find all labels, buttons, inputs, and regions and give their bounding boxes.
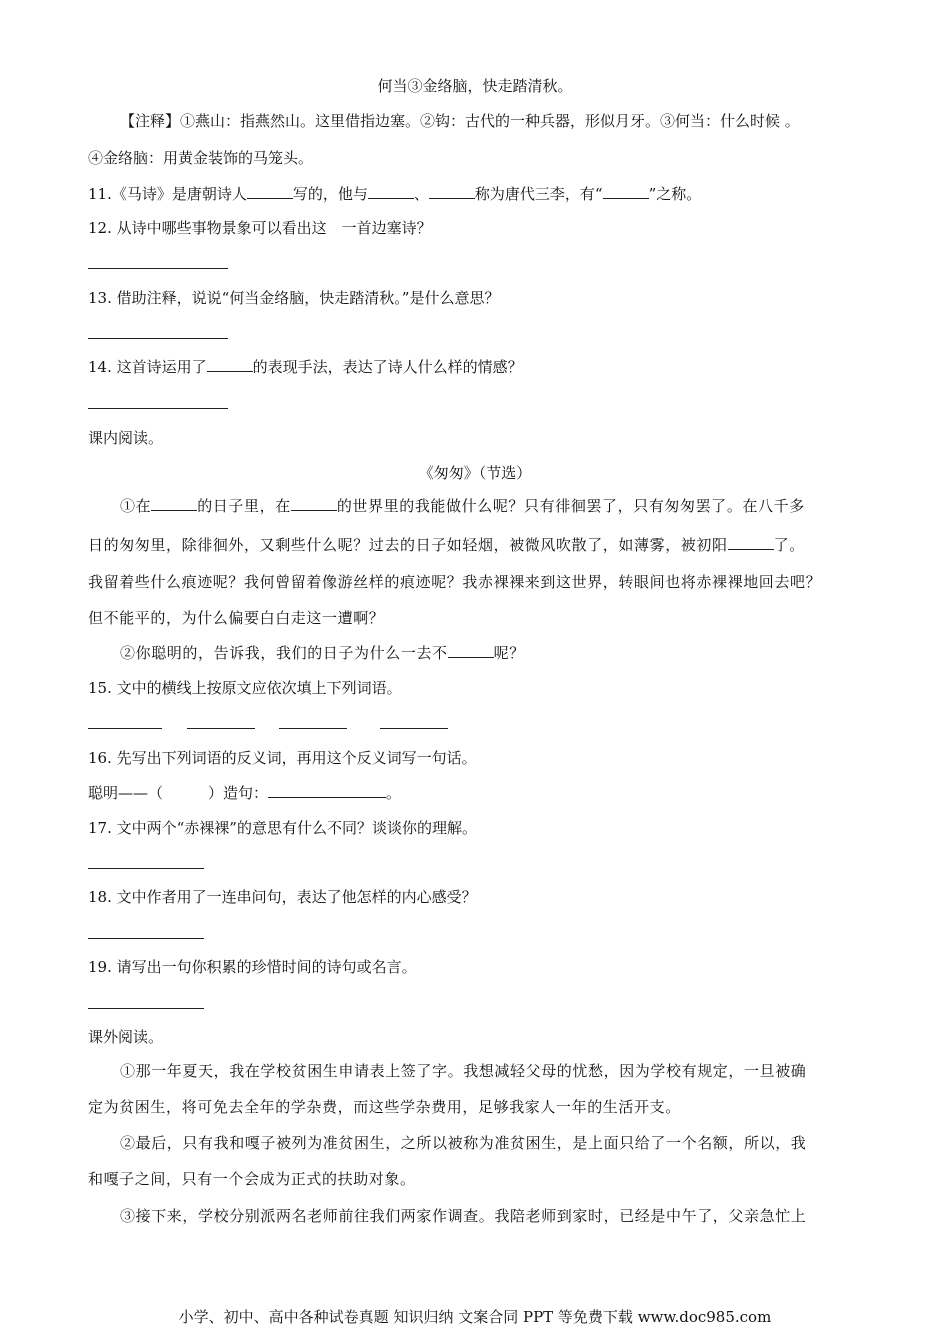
answer-line-17[interactable] (88, 868, 204, 869)
answer-line-15-1[interactable] (88, 728, 162, 729)
q16-sentence-blank[interactable] (268, 783, 386, 798)
q14-part-b: 的表现手法，表达了诗人什么样的情感？ (252, 358, 523, 376)
q11-part-d: 称为唐代三李，有“ (474, 185, 603, 203)
q16-line-b: 。 (386, 784, 402, 802)
q11-blank-title[interactable] (603, 184, 649, 199)
passage-blank-2[interactable] (291, 496, 337, 511)
q11-part-c: 、 (413, 185, 429, 203)
passage-blank-4[interactable] (448, 643, 494, 658)
p2-a: ②你聪明的，告诉我，我们的日子为什么一去不 (120, 644, 448, 662)
q16-line-a: 聪明——（ ）造句： (88, 784, 269, 802)
poem-notes-2: ④金络脑：用黄金装饰的马笼头。 (88, 149, 314, 167)
extra-p2-line2: 和嘎子之间，只有一个会成为正式的扶助对象。 (88, 1170, 416, 1188)
question-19: 19. 请写出一句你积累的珍惜时间的诗句或名言。 (88, 958, 417, 976)
passage-p1-line2 (88, 535, 862, 555)
passage-p1-line1 (120, 496, 862, 516)
passage-p1-line4: 但不能平的，为什么偏要白白走这一遭啊？ (88, 609, 385, 627)
question-17: 17. 文中两个“赤裸裸”的意思有什么不同？谈谈你的理解。 (88, 819, 477, 837)
passage-blank-1[interactable] (151, 496, 197, 511)
answer-line-13[interactable] (88, 338, 228, 339)
answer-line-18[interactable] (88, 938, 204, 939)
question-12: 12. 从诗中哪些事物景象可以看出这 一首边塞诗？ (88, 219, 432, 237)
question-15: 15. 文中的横线上按原文应依次填上下列词语。 (88, 679, 402, 697)
extra-p1-line1: ①那一年夏天，我在学校贫困生申请表上签了字。我想减轻父母的忧愁，因为学校有规定，一旦被确 (120, 1062, 807, 1080)
extra-p2-line1: ②最后，只有我和嘎子被列为准贫困生，之所以被称为准贫困生，是上面只给了一个名额，所以，我 (120, 1134, 807, 1152)
question-14 (88, 357, 862, 377)
q14-part-a: 14. 这首诗运用了 (88, 358, 207, 376)
passage-title: 《匆匆》（节选） (418, 464, 532, 482)
question-16: 16. 先写出下列词语的反义词，再用这个反义词写一句话。 (88, 749, 477, 767)
poem-notes-1: 【注释】①燕山：指燕然山。这里借指边塞。②钩：古代的一种兵器，形似月牙。③何当：什么时候 。 (120, 112, 800, 130)
passage-p1-line3: 我留着些什么痕迹呢？我何曾留着像游丝样的痕迹呢？我赤裸裸来到这世界，转眼间也将赤裸裸地回去吧？ (88, 573, 822, 591)
q11-blank-li-1[interactable] (368, 184, 414, 199)
page-footer: 小学、初中、高中各种试卷真题 知识归纳 文案合同 PPT 等免费下载 www.doc985.com (178, 1308, 772, 1326)
question-11 (88, 184, 862, 204)
q11-part-e: ”之称。 (648, 185, 702, 203)
section-extra: 课外阅读。 (88, 1028, 164, 1046)
q14-blank[interactable] (207, 357, 253, 372)
poem-last-line: 何当③金络脑，快走踏清秋。 (377, 77, 573, 95)
q11-part-b: 写的，他与 (292, 185, 368, 203)
p1-a: ①在 (120, 497, 152, 515)
question-13: 13. 借助注释，说说“何当金络脑，快走踏清秋。”是什么意思？ (88, 289, 500, 307)
answer-line-12[interactable] (88, 268, 228, 269)
section-in-class: 课内阅读。 (88, 429, 164, 447)
p1-c: 的世界里的我能做什么呢？只有徘徊罢了，只有匆匆罢了。在八千多 (336, 497, 805, 515)
answer-line-19[interactable] (88, 1008, 204, 1009)
question-16-fill (88, 783, 862, 803)
answer-line-14[interactable] (88, 408, 228, 409)
passage-p2 (120, 643, 862, 663)
p1-line2-a: 日的匆匆里，除徘徊外，又剩些什么呢？过去的日子如轻烟，被微风吹散了，如薄雾，被初阳 (88, 536, 728, 554)
answer-line-15-4[interactable] (380, 728, 448, 729)
answer-line-15-3[interactable] (279, 728, 347, 729)
extra-p3-line1: ③接下来，学校分别派两名老师前往我们两家作调查。我陪老师到家时，已经是中午了，父亲急忙上 (120, 1207, 807, 1225)
extra-p1-line2: 定为贫困生，将可免去全年的学杂费，而这些学杂费用，足够我家人一年的生活开支。 (88, 1098, 681, 1116)
p2-b: 呢？ (493, 644, 525, 662)
question-18: 18. 文中作者用了一连串问句，表达了他怎样的内心感受？ (88, 888, 477, 906)
q11-part-a: 11.《马诗》是唐朝诗人 (88, 185, 247, 203)
q11-blank-poet[interactable] (247, 184, 293, 199)
p1-b: 的日子里，在 (197, 497, 291, 515)
q11-blank-li-2[interactable] (429, 184, 475, 199)
p1-line2-b: 了。 (773, 536, 805, 554)
answer-line-15-2[interactable] (187, 728, 255, 729)
passage-blank-3[interactable] (728, 535, 774, 550)
